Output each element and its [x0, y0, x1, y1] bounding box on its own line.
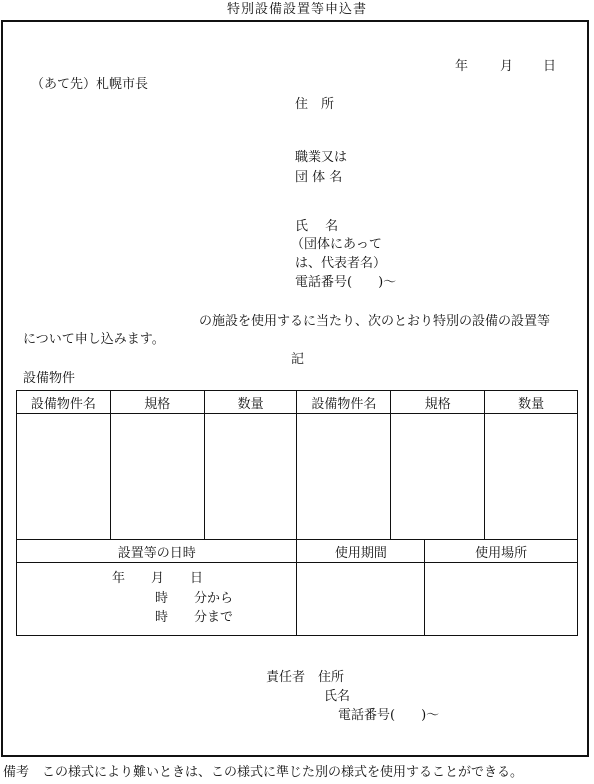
form-frame [1, 20, 589, 757]
cell-usage-place[interactable] [425, 563, 578, 636]
header-equipment-name-1: 設備物件名 [17, 391, 111, 414]
addressee: （あて先）札幌市長 [31, 77, 149, 92]
header-quantity-2: 数量 [485, 391, 578, 414]
applicant-name-note-1: （団体にあって [291, 237, 382, 252]
header-spec-1: 規格 [110, 391, 204, 414]
responsible-phone-label: 電話番号( )～ [338, 708, 440, 723]
cell-quantity-1[interactable] [204, 414, 297, 540]
applicant-address-label: 住 所 [295, 97, 335, 112]
responsible-name-label: 氏名 [324, 689, 351, 704]
header-equipment-name-2: 設備物件名 [297, 391, 391, 414]
date-day: 日 [543, 59, 557, 74]
remarks: 備考 この様式により難いときは、この様式に準じた別の様式を使用することができる。 [3, 765, 524, 780]
header-quantity-1: 数量 [204, 391, 297, 414]
applicant-phone-label: 電話番号( )～ [295, 275, 397, 290]
datetime-date-line: 年 月 日 [112, 571, 204, 586]
cell-usage-period[interactable] [297, 563, 425, 636]
equipment-table [16, 390, 578, 540]
ki-label: 記 [291, 352, 305, 367]
header-usage-place: 使用場所 [425, 540, 578, 563]
body-line-1: の施設を使用するに当たり、次のとおり特別の設備の設置等 [199, 314, 551, 329]
datetime-to-line: 時 分まで [155, 610, 234, 625]
cell-equipment-name-2[interactable] [297, 414, 391, 540]
date-month: 月 [500, 59, 514, 74]
schedule-table [16, 539, 578, 636]
cell-quantity-2[interactable] [485, 414, 578, 540]
equipment-section-label: 設備物件 [23, 371, 76, 386]
header-setup-datetime: 設置等の日時 [17, 540, 297, 563]
cell-equipment-name-1[interactable] [17, 414, 111, 540]
responsible-address-label: 責任者 住所 [266, 670, 345, 685]
cell-spec-1[interactable] [110, 414, 204, 540]
applicant-org-label: 団 体 名 [295, 170, 343, 185]
date-year: 年 [455, 59, 469, 74]
cell-setup-datetime[interactable] [17, 563, 297, 636]
applicant-name-note-2: は、代表者名） [295, 256, 387, 271]
header-usage-period: 使用期間 [297, 540, 425, 563]
applicant-occupation-label: 職業又は [295, 150, 348, 165]
body-line-2: について申し込みます。 [23, 332, 165, 347]
cell-spec-2[interactable] [391, 414, 485, 540]
applicant-name-label: 氏 名 [295, 219, 339, 234]
datetime-from-line: 時 分から [155, 591, 234, 606]
form-title: 特別設備設置等申込書 [226, 2, 367, 17]
header-spec-2: 規格 [391, 391, 485, 414]
